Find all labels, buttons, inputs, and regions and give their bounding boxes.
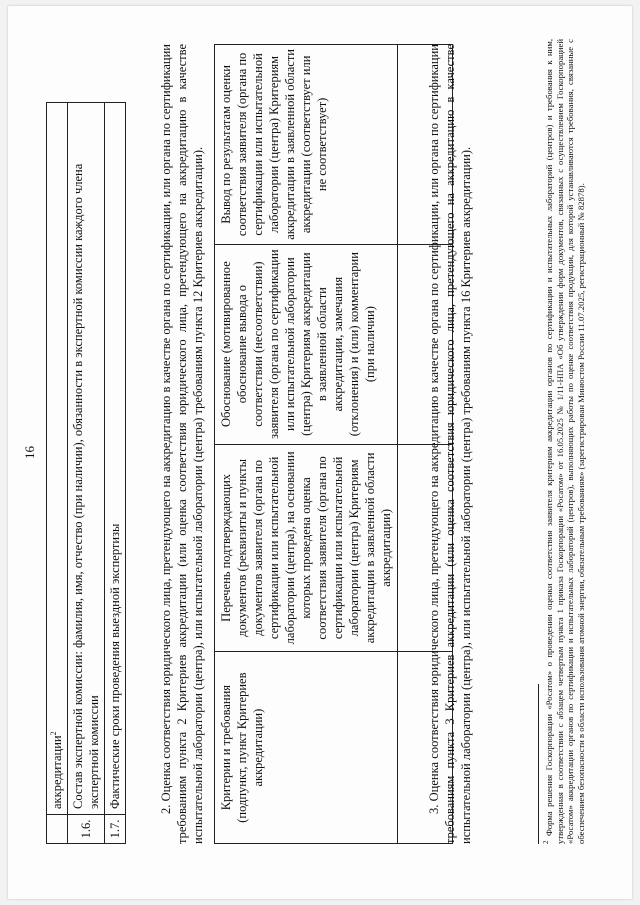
table-row (47, 103, 68, 844)
document-sheet (8, 6, 632, 899)
row-text: Фактические сроки проведения выездной экспертизы (105, 103, 126, 815)
column-header-justification: Обоснование (мотивированное обоснование вывода о соответствии (несоответствии) заявителя (органа по сертификации или испытательной лаборатории (центра) Критериям аккредитации в заявленной области аккредитации, замечания (отклонения) и (или) комментарии (при наличии) (215, 244, 398, 444)
row-number: 1.7. (105, 815, 126, 844)
criteria-assessment-table (214, 44, 453, 844)
row-text (47, 103, 68, 815)
footnote-text: Форма решения Госкорпорации «Росатом» о проведении оценки соответствия заявителя критериям аккредитации органов по сертификации и испытательных лабораторий (центров) и требования к ним, утвержденная в соответствии с абзацем четвертым пункта 1 приказа Госкорпорации «Росатом» от 16.05.2025 № 1/11-НПА «Об утверждении форм документов, связанных с осуществлением Госкорпорацией «Росатом» аккредитации органов по сертификации и испытательных лабораторий (центров), выполняющих работы по оценке соответствия продукции, для которой устанавливаются требования, связанные с обеспечением безопасности в области использования атомной энергии, обязательным требованиям» (зарегистрирован Минюстом России 11.07.2025, регистрационный № 82878). (543, 38, 586, 844)
section-2-text: 2. Оценка соответствия юридического лица, претендующего на аккредитацию в качестве органа по сертификации, или органа по сертификации требованиям пункта 2 Критериев аккредитации (или оценка соответствия юридического лица, претендующего на аккредитацию в качестве испытательной лаборатории (центра), или испытательной лаборатории (центра) требованиям пункта 12 Критериев аккредитации). (159, 44, 205, 844)
table-row (105, 103, 126, 844)
footnote-mark: 2 (542, 840, 550, 844)
footnote (538, 39, 586, 844)
page-number: 16 (22, 446, 37, 459)
row-number: 1.6. (68, 815, 105, 844)
footnote-ref: 2 (49, 731, 58, 736)
footnote-separator (538, 684, 539, 844)
section-3-text: 3. Оценка соответствия юридического лица, претендующего на аккредитацию в качестве органа по сертификации, или органа по сертификации требованиям пункта 3 Критериев аккредитации (или оценка соответствия юридического лица, претендующего на аккредитацию в качестве испытательной лаборатории (центра), или испытательной лаборатории (центра) требованиям пункта 16 Критериев аккредитации). (427, 44, 473, 844)
row-text-value: аккредитации (50, 735, 65, 809)
column-header-conclusion: Вывод по результатам оценки соответствия заявителя (органа по сертификации или испытательной лаборатории (центра) Критериям аккредитации в заявленной области аккредитации (соответствует или не соответствует) (215, 45, 398, 245)
column-header-documents: Перечень подтверждающих документов (реквизиты и пункты документов заявителя (органа по сертификации или испытательной лаборатории (центра), на основании которых проведена оценка соответствия заявителя (органа по сертификации или испытательной лаборатории (центра) Критериям аккредитации в заявленной области аккредитации) (215, 444, 398, 652)
expertise-info-table (46, 102, 126, 844)
column-header-criteria: Критерии и требования (подпункт, пункт Критериев аккредитации) (215, 652, 398, 844)
section-3-paragraph (426, 44, 474, 844)
row-number (47, 815, 68, 844)
section-2-paragraph (158, 44, 206, 844)
header-row (215, 45, 398, 844)
table-row (68, 103, 105, 844)
rotated-page (8, 6, 632, 899)
row-text: Состав экспертной комиссии: фамилия, имя, отчество (при наличии), обязанности в экспертной комиссии каждого члена экспертной комиссии (68, 103, 105, 815)
